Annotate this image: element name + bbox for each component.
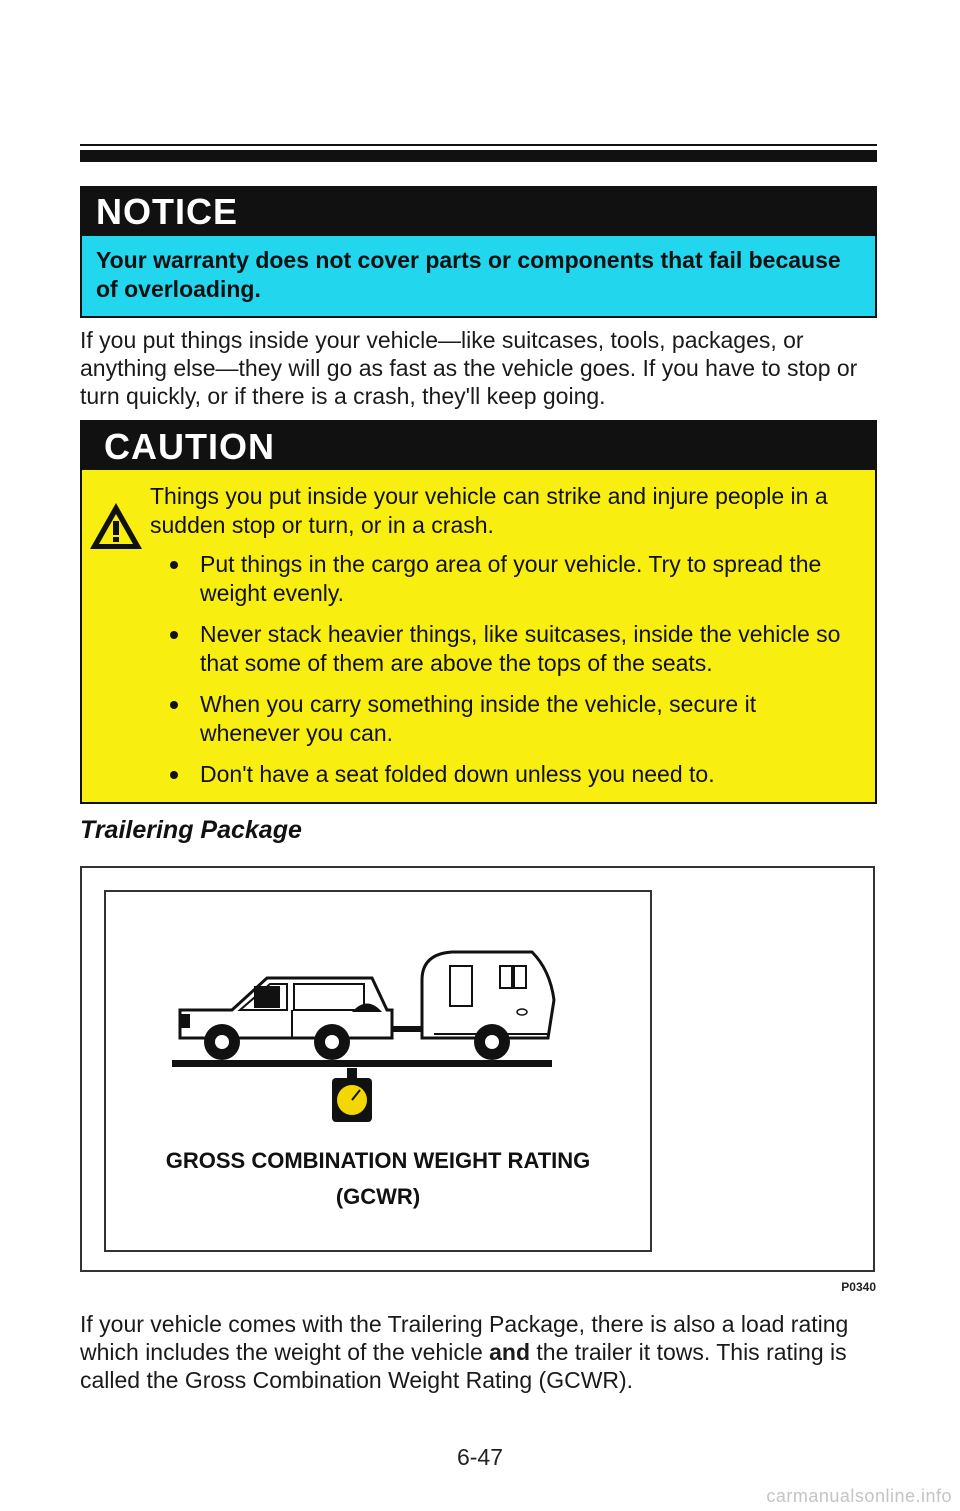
- trailering-text-end: the trailer it tows. This rating is called the Gross Combination Weight Rating (GCWR).: [80, 1339, 847, 1393]
- caution-box: [80, 420, 877, 804]
- warning-triangle-icon: [88, 500, 144, 552]
- notice-heading: NOTICE: [96, 191, 239, 232]
- trailering-text-bold: and: [489, 1339, 531, 1365]
- notice-box: [80, 186, 877, 318]
- truck-trailer-illustration: [162, 940, 562, 1150]
- bullet-dot: [170, 561, 178, 569]
- bullet-dot: [170, 771, 178, 779]
- caution-body: [82, 470, 875, 802]
- notice-body: Your warranty does not cover parts or components that fail because of overloading.: [82, 236, 875, 316]
- trailering-paragraph: [80, 1310, 870, 1394]
- figure-caption-line-2: (GCWR): [335, 1184, 421, 1209]
- watermark: carmanualsonline.info: [766, 1486, 952, 1506]
- caution-heading: CAUTION: [104, 426, 275, 467]
- trailering-text-start: If your vehicle comes with the Trailering Package, there is also a load rating which includes the weight of the vehicle: [80, 1311, 849, 1365]
- caution-bullet: [200, 620, 860, 678]
- bullet-text: Put things in the cargo area of your vehicle. Try to spread the weight evenly.: [200, 551, 822, 606]
- section-title: Trailering Package: [80, 816, 302, 844]
- caution-intro: Things you put inside your vehicle can strike and injure people in a sudden stop or turn, or in a crash.: [150, 483, 828, 538]
- top-rule: [80, 150, 877, 162]
- bullet-dot: [170, 701, 178, 709]
- figure-code: P0340: [841, 1280, 876, 1294]
- page-number: 6-47: [456, 1444, 504, 1470]
- bullet-text: When you carry something inside the vehicle, secure it whenever you can.: [200, 691, 757, 746]
- figure-inner-frame: [104, 890, 652, 1252]
- caution-bullet: [200, 550, 860, 608]
- caution-bullet: [200, 690, 860, 748]
- bullet-text: Never stack heavier things, like suitcases, inside the vehicle so that some of them are above the tops of the seats.: [200, 621, 841, 676]
- figure-frame: [80, 866, 875, 1272]
- bullet-text: Don't have a seat folded down unless you need to.: [200, 761, 715, 787]
- bullet-dot: [170, 631, 178, 639]
- caution-bullet: [200, 760, 860, 789]
- figure-caption-line-1: GROSS COMBINATION WEIGHT RATING: [165, 1148, 591, 1173]
- intro-paragraph: If you put things inside your vehicle—like suitcases, tools, packages, or anything else—they will go as fast as the vehicle goes. If you have to stop or turn quickly, or if there is a crash, they'll keep going.: [80, 327, 858, 409]
